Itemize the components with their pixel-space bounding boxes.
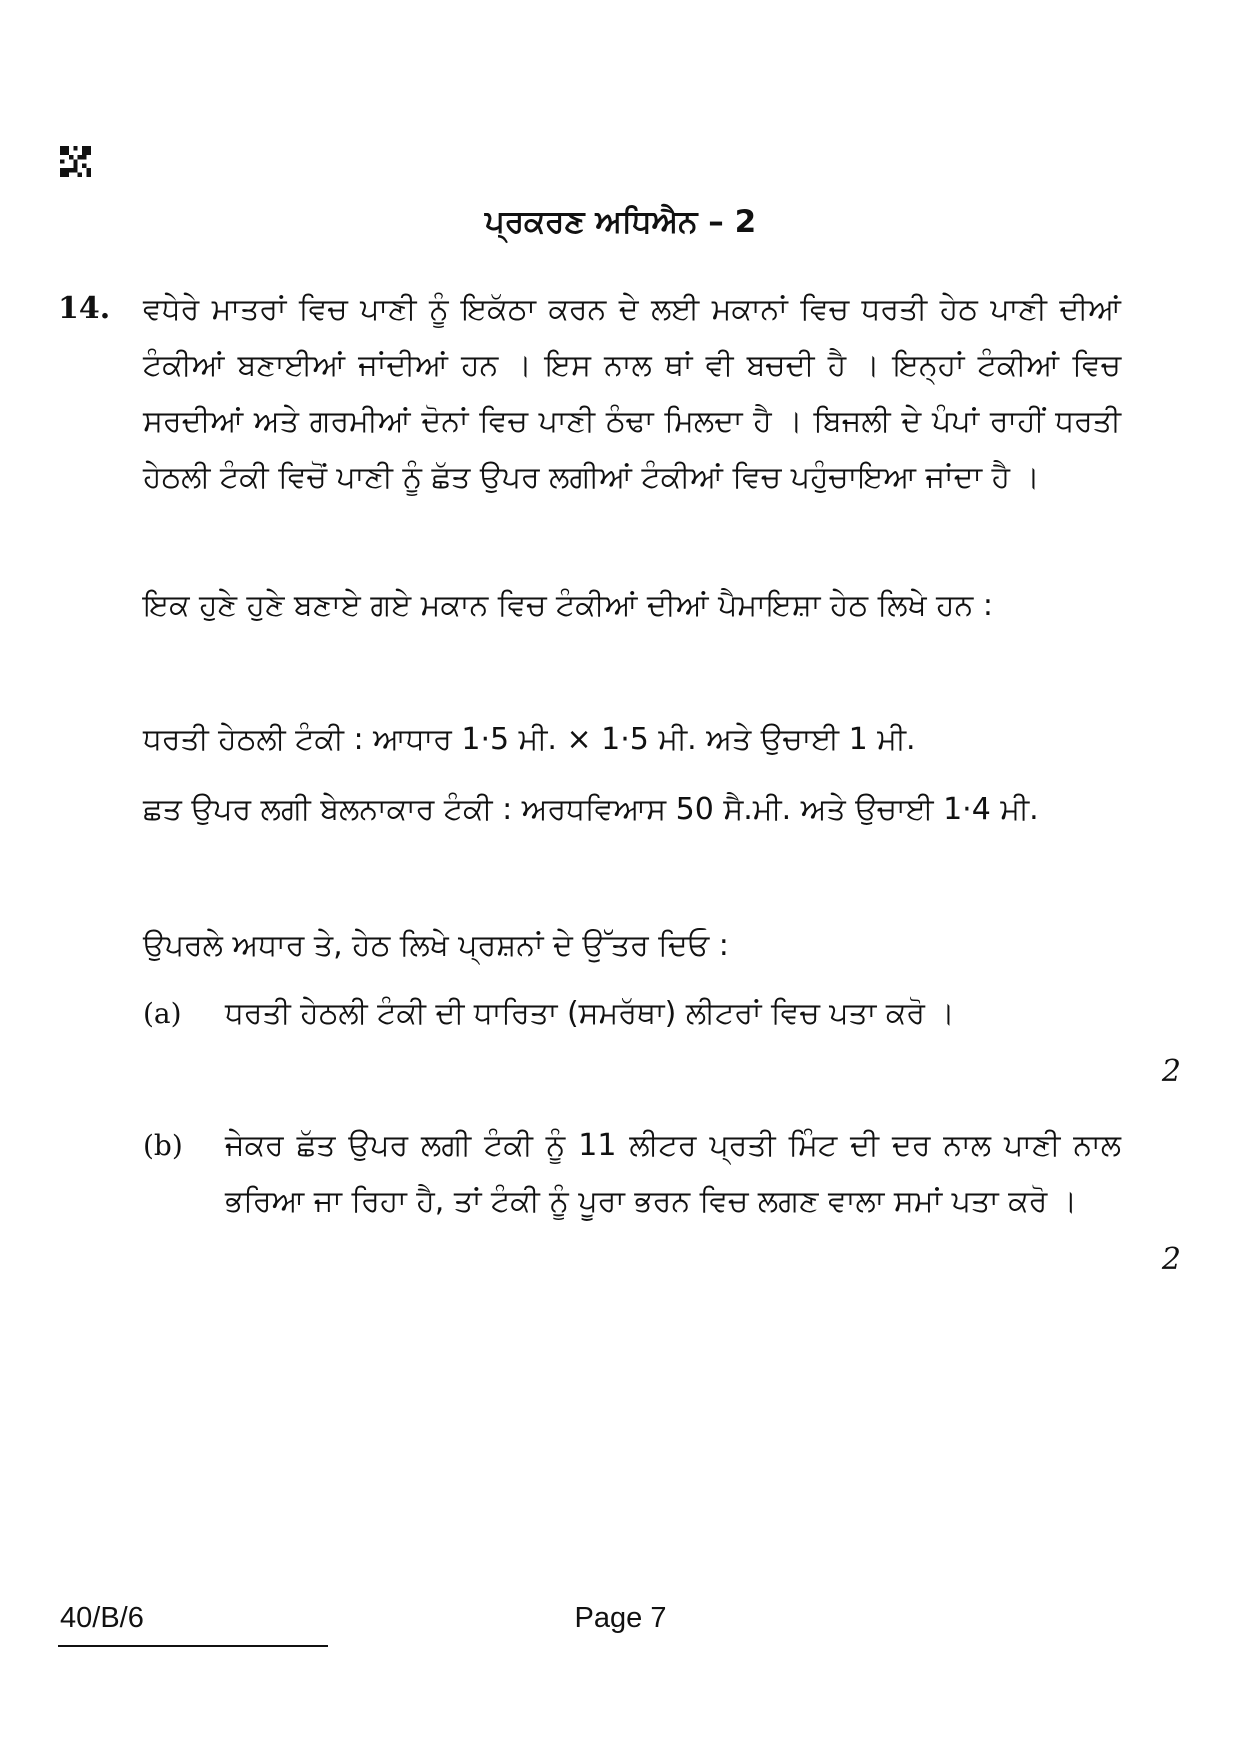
paper-code: 40/B/6	[60, 1602, 144, 1634]
question-number: 14.	[58, 291, 111, 326]
part-b-marks: 2	[1161, 1242, 1181, 1277]
question-intro-paragraph: ਵਧੇਰੇ ਮਾਤਰਾਂ ਵਿਚ ਪਾਣੀ ਨੂੰ ਇਕੱਠਾ ਕਰਨ ਦੇ ਲਈ ਮਕਾਨਾਂ ਵਿਚ ਧਰਤੀ ਹੇਠ ਪਾਣੀ ਦੀਆਂ ਟੰਕੀਆਂ ਬਣਾਈਆਂ ਜਾਂਦੀਆਂ ਹਨ । ਇਸ ਨਾਲ ਥਾਂ ਵੀ ਬਚਦੀ ਹੈ । ਇਨ੍ਹਾਂ ਟੰਕੀਆਂ ਵਿਚ ਸਰਦੀਆਂ ਅਤੇ ਗਰਮੀਆਂ ਦੋਨਾਂ ਵਿਚ ਪਾਣੀ ਠੰਢਾ ਮਿਲਦਾ ਹੈ । ਬਿਜਲੀ ਦੇ ਪੰਪਾਂ ਰਾਹੀਂ ਧਰਤੀ ਹੇਠਲੀ ਟੰਕੀ ਵਿਚੋਂ ਪਾਣੀ ਨੂੰ ਛੱਤ ਉਪਰ ਲਗੀਆਂ ਟੰਕੀਆਂ ਵਿਚ ਪਹੁੰਚਾਇਆ ਜਾਂਦਾ ਹੈ ।	[143, 292, 1121, 495]
part-a-marks: 2	[1161, 1054, 1181, 1089]
part-a-label: (a)	[143, 997, 182, 1030]
qr-code-icon	[60, 146, 91, 177]
footer-divider	[58, 1645, 328, 1647]
overhead-tank-spec: ਛਤ ਉਪਰ ਲਗੀ ਬੇਲਨਾਕਾਰ ਟੰਕੀ : ਅਰਧਵਿਆਸ 50 ਸੈ.ਮੀ. ਅਤੇ ਉਚਾਈ 1·4 ਮੀ.	[143, 792, 1039, 827]
part-a-text: ਧਰਤੀ ਹੇਠਲੀ ਟੰਕੀ ਦੀ ਧਾਰਿਤਾ (ਸਮਰੱਥਾ) ਲੀਟਰਾਂ ਵਿਚ ਪਤਾ ਕਰੋ ।	[225, 996, 955, 1031]
section-heading: ਪ੍ਰਕਰਣ ਅਧਿਐਨ – 2	[484, 204, 757, 240]
question-instruction: ਉਪਰਲੇ ਅਧਾਰ ਤੇ, ਹੇਠ ਲਿਖੇ ਪ੍ਰਸ਼ਨਾਂ ਦੇ ਉੱਤਰ ਦਿਓ :	[143, 928, 729, 963]
part-b-label: (b)	[143, 1129, 183, 1162]
page-number: Page 7	[574, 1602, 667, 1634]
underground-tank-spec: ਧਰਤੀ ਹੇਠਲੀ ਟੰਕੀ : ਆਧਾਰ 1·5 ਮੀ. × 1·5 ਮੀ. ਅਤੇ ਉਚਾਈ 1 ਮੀ.	[143, 722, 916, 757]
part-b-text: ਜੇਕਰ ਛੱਤ ਉਪਰ ਲਗੀ ਟੰਕੀ ਨੂੰ 11 ਲੀਟਰ ਪ੍ਰਤੀ ਮਿੰਟ ਦੀ ਦਰ ਨਾਲ ਪਾਣੀ ਨਾਲ ਭਰਿਆ ਜਾ ਰਿਹਾ ਹੈ, ਤਾਂ ਟੰਕੀ ਨੂੰ ਪੂਰਾ ਭਰਨ ਵਿਚ ਲਗਣ ਵਾਲਾ ਸਮਾਂ ਪਤਾ ਕਰੋ ।	[225, 1128, 1121, 1219]
tank-dimensions-intro: ਇਕ ਹੁਣੇ ਹੁਣੇ ਬਣਾਏ ਗਏ ਮਕਾਨ ਵਿਚ ਟੰਕੀਆਂ ਦੀਆਂ ਪੈਮਾਇਸ਼ਾ ਹੇਠ ਲਿਖੇ ਹਨ :	[143, 588, 993, 623]
